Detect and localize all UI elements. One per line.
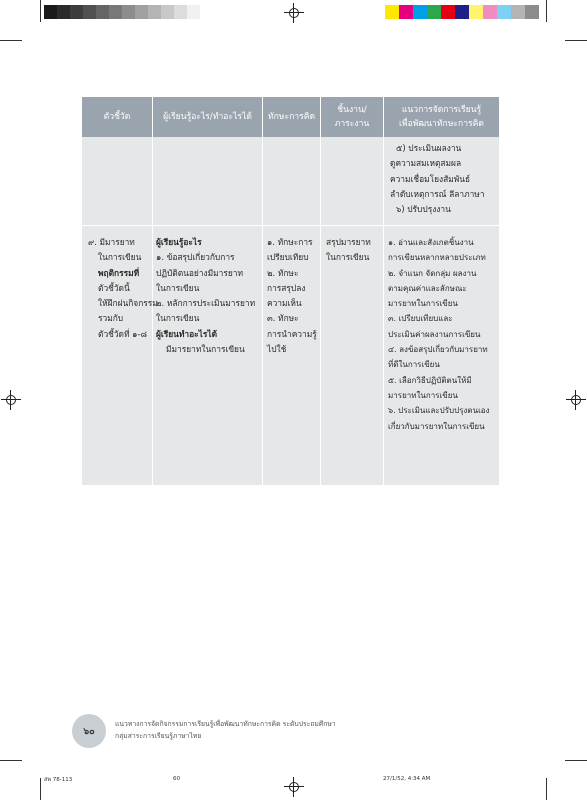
learners-line: ผู้เรียนรู้อะไร: [156, 237, 202, 247]
indicator-line: ตัวชี้วัดที่ ๑-๘: [98, 328, 147, 339]
crop-mark: [0, 40, 22, 41]
header-work-task-line: ภาระงาน: [334, 119, 370, 129]
process-color-bar: [385, 5, 539, 19]
color-swatch: [109, 5, 122, 19]
learning-table: [82, 97, 499, 485]
approach-line: ๔. ลงข้อสรุปเกี่ยวกับมารยาท: [388, 345, 488, 355]
approach-line: มารยาทในการเขียน: [388, 299, 458, 309]
learners-line: ๒. หลักการประเมินมารยาท: [156, 298, 256, 309]
column-divider: [383, 97, 384, 485]
page-number: ๖๐: [83, 727, 95, 737]
color-swatch: [427, 5, 441, 19]
approach-line: ความเชื่อมโยงสัมพันธ์: [390, 173, 471, 184]
grayscale-color-bar: [44, 5, 200, 19]
registration-mark-right: [569, 393, 583, 407]
color-swatch: [483, 5, 497, 19]
approach-line: ที่ดีในการเขียน: [388, 360, 440, 370]
learners-line: ในการเขียน: [156, 282, 200, 293]
color-swatch: [70, 5, 83, 19]
header-work-task: [321, 97, 383, 137]
crop-mark: [40, 778, 41, 800]
approach-line: ลำดับเหตุการณ์ ลีลาภาษา: [390, 188, 485, 199]
header-thinking-skill: [263, 97, 320, 137]
color-swatch: [187, 5, 200, 19]
approach-line: ๖) ปรับปรุงงาน: [396, 204, 451, 215]
thinking-skill-line: ๓. ทักษะ: [267, 313, 299, 324]
header-approach-line: แนวการจัดการเรียนรู้: [401, 105, 482, 115]
row2-learners-cell: [156, 235, 255, 357]
work-task-line: สรุปมารยาท: [326, 237, 371, 247]
approach-line: ดูความสมเหตุสมผล: [390, 158, 462, 169]
column-divider: [262, 97, 263, 485]
color-swatch: [148, 5, 161, 19]
column-divider: [320, 97, 321, 485]
indicator-line: รวมกับ: [98, 313, 124, 324]
crop-mark: [546, 778, 547, 800]
crop-mark: [546, 0, 547, 22]
indicator-line: ให้ฝึกฝนกิจกรรม: [98, 298, 158, 309]
approach-line: ๕) ประเมินผลงาน: [396, 143, 462, 153]
learners-line: มีมารยาทในการเขียน: [166, 344, 245, 355]
thinking-skill-line: เปรียบเทียบ: [267, 252, 309, 263]
color-swatch: [497, 5, 511, 19]
thinking-skill-line: การสรุปลง: [267, 282, 306, 293]
row2-thinking-skill-cell: [267, 235, 317, 357]
page-number-badge: [72, 714, 106, 748]
color-swatch: [161, 5, 174, 19]
indicator-line: ตัวชี้วัดนี้: [98, 282, 130, 293]
thinking-skill-line: การนำความรู้: [267, 328, 317, 339]
header-approach: [384, 97, 499, 137]
footer-subject-group: กลุ่มสาระการเรียนรู้ภาษาไทย: [115, 732, 202, 740]
thinking-skill-line: ไปใช้: [267, 344, 287, 355]
thinking-skill-line: ๒. ทักษะ: [267, 267, 299, 278]
row2-approach-cell: [388, 235, 490, 434]
slug-file-id: สพ 78-113: [44, 777, 73, 783]
approach-line: ๑. อ่านและสังเกตชิ้นงาน: [388, 238, 474, 247]
color-swatch: [174, 5, 187, 19]
thinking-skill-line: ความเห็น: [267, 298, 302, 309]
color-swatch: [385, 5, 399, 19]
header-work-task-line: ชิ้นงาน/: [337, 105, 367, 115]
header-approach-line: เพื่อพัฒนาทักษะการคิด: [398, 119, 484, 129]
row2-work-task-cell: [326, 235, 371, 266]
indicator-line: พฤติกรรมที่: [98, 267, 140, 278]
approach-line: การเขียนหลากหลายประเภท: [388, 253, 486, 263]
color-swatch: [399, 5, 413, 19]
color-swatch: [122, 5, 135, 19]
approach-line: ตามคุณค่าและลักษณะ: [388, 283, 467, 293]
approach-line: ประเมินค่าผลงานการเขียน: [388, 329, 481, 339]
crop-mark: [565, 760, 587, 761]
thinking-skill-line: ๑. ทักษะการ: [267, 237, 313, 247]
approach-line: ๒. จำแนก จัดกลุ่ม ผลงาน: [388, 268, 477, 278]
header-indicator: [82, 97, 152, 137]
color-swatch: [511, 5, 525, 19]
slug-timestamp: 27/1/52, 4:34 AM: [383, 776, 431, 782]
color-swatch: [57, 5, 70, 19]
color-swatch: [96, 5, 109, 19]
color-swatch: [413, 5, 427, 19]
row2-indicator-cell: [88, 235, 158, 342]
approach-line: ๓. เปรียบเทียบและ: [388, 314, 453, 324]
registration-mark-bottom: [287, 780, 301, 794]
crop-mark: [0, 760, 22, 761]
registration-mark-top: [287, 6, 301, 20]
slug-page: 60: [173, 776, 180, 782]
header-learners: [153, 97, 262, 137]
learners-line: ๑. ข้อสรุปเกี่ยวกับการ: [156, 252, 235, 263]
approach-line: เกี่ยวกับมารยาทในการเขียน: [388, 421, 485, 431]
footer-book-title: แนวทางการจัดกิจกรรมการเรียนรู้เพื่อพัฒนาทักษะการคิด ระดับประถมศึกษา: [115, 720, 336, 728]
approach-line: ๕. เลือกวิธีปฏิบัติตนให้มี: [388, 375, 472, 385]
color-swatch: [44, 5, 57, 19]
color-swatch: [441, 5, 455, 19]
row-divider: [82, 225, 499, 226]
indicator-line: ในการเขียน: [98, 252, 142, 263]
header-learners-label: ผู้เรียนรู้อะไร/ทำอะไรได้: [163, 112, 252, 122]
learners-line: ผู้เรียนทำอะไรได้: [156, 328, 218, 339]
work-task-line: ในการเขียน: [326, 252, 370, 263]
color-swatch: [525, 5, 539, 19]
color-swatch: [135, 5, 148, 19]
learners-line: ปฏิบัติตนอย่างมีมารยาท: [156, 267, 243, 278]
crop-mark: [565, 40, 587, 41]
registration-mark-left: [4, 393, 18, 407]
approach-line: มารยาทในการเขียน: [388, 390, 458, 400]
header-thinking-skill-label: ทักษะการคิด: [267, 112, 316, 122]
header-indicator-label: ตัวชี้วัด: [103, 112, 131, 122]
color-swatch: [469, 5, 483, 19]
color-swatch: [455, 5, 469, 19]
indicator-line: ๙. มีมารยาท: [88, 237, 135, 247]
crop-mark: [40, 0, 41, 22]
color-swatch: [83, 5, 96, 19]
row1-approach-cell: [390, 141, 485, 217]
approach-line: ๖. ประเมินและปรับปรุงตนเอง: [388, 406, 490, 416]
learners-line: ในการเขียน: [156, 313, 200, 324]
